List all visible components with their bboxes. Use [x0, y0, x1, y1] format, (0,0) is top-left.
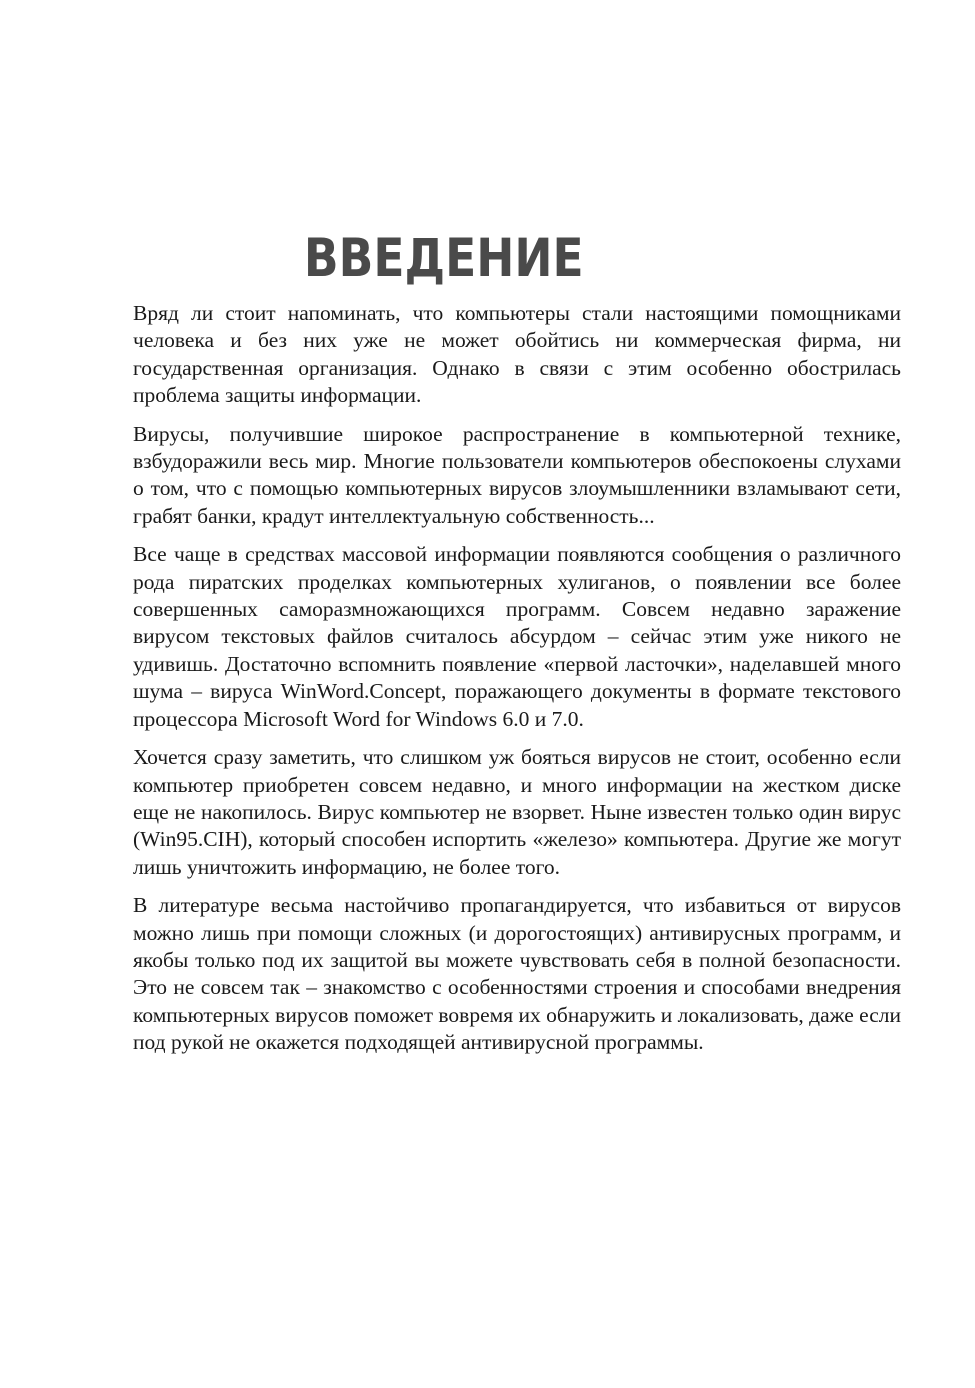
chapter-body [133, 300, 901, 1068]
paragraph: Все чаще в средствах массовой информации появляются сообщения о различного рода пиратских проделках компьютерных хулиганов, о появлении все более совершенных саморазмножающихся программ. Совсем недавно заражение вирусом текстовых файлов считалось абсурдом – сейчас этим уже никого не удивишь. Достаточно вспомнить появление «первой ласточки», наделавшей много шума – вируса WinWord.Concept, поражающего документы в формате текстового процессора Microsoft Word for Windows 6.0 и 7.0. [133, 542, 901, 731]
paragraph: Хочется сразу заметить, что слишком уж бояться вирусов не стоит, особенно если компьютер приобретен совсем недавно, и много информации на жестком диске еще не накопилось. Вирус компьютер не взорвет. Ныне известен только один вирус (Win95.CIH), который способен испортить «железо» компьютера. Другие же могут лишь уничтожить информацию, не более того. [133, 745, 901, 879]
paragraph: В литературе весьма настойчиво пропагандируется, что избавиться от вирусов можно лишь при помощи сложных (и дорогостоящих) антивирусных программ, и якобы только под их защитой вы можете чувствовать себя в полной безопасности. Это не совсем так – знакомство с особенностями строения и способами внедрения компьютерных вирусов поможет вовремя их обнаружить и локализовать, даже если под рукой не окажется подходящей антивирусной программы. [133, 893, 901, 1055]
paragraph: Вирусы, получившие широкое распространение в компьютерной технике, взбудоражили весь мир. Многие пользователи компьютеров обеспокоены слухами о том, что с помощью компьютерных вирусов злоумышленники взламывают сети, грабят банки, крадут интеллектуальную собственность... [133, 421, 901, 528]
paragraph: Вряд ли стоит напоминать, что компьютеры стали настоящими помощниками человека и без них уже не может обойтись ни коммерческая фирма, ни государственная организация. Однако в связи с этим особенно обострилась проблема защиты информации. [133, 301, 901, 408]
chapter-title: ВВЕДЕНИЕ [303, 228, 584, 289]
